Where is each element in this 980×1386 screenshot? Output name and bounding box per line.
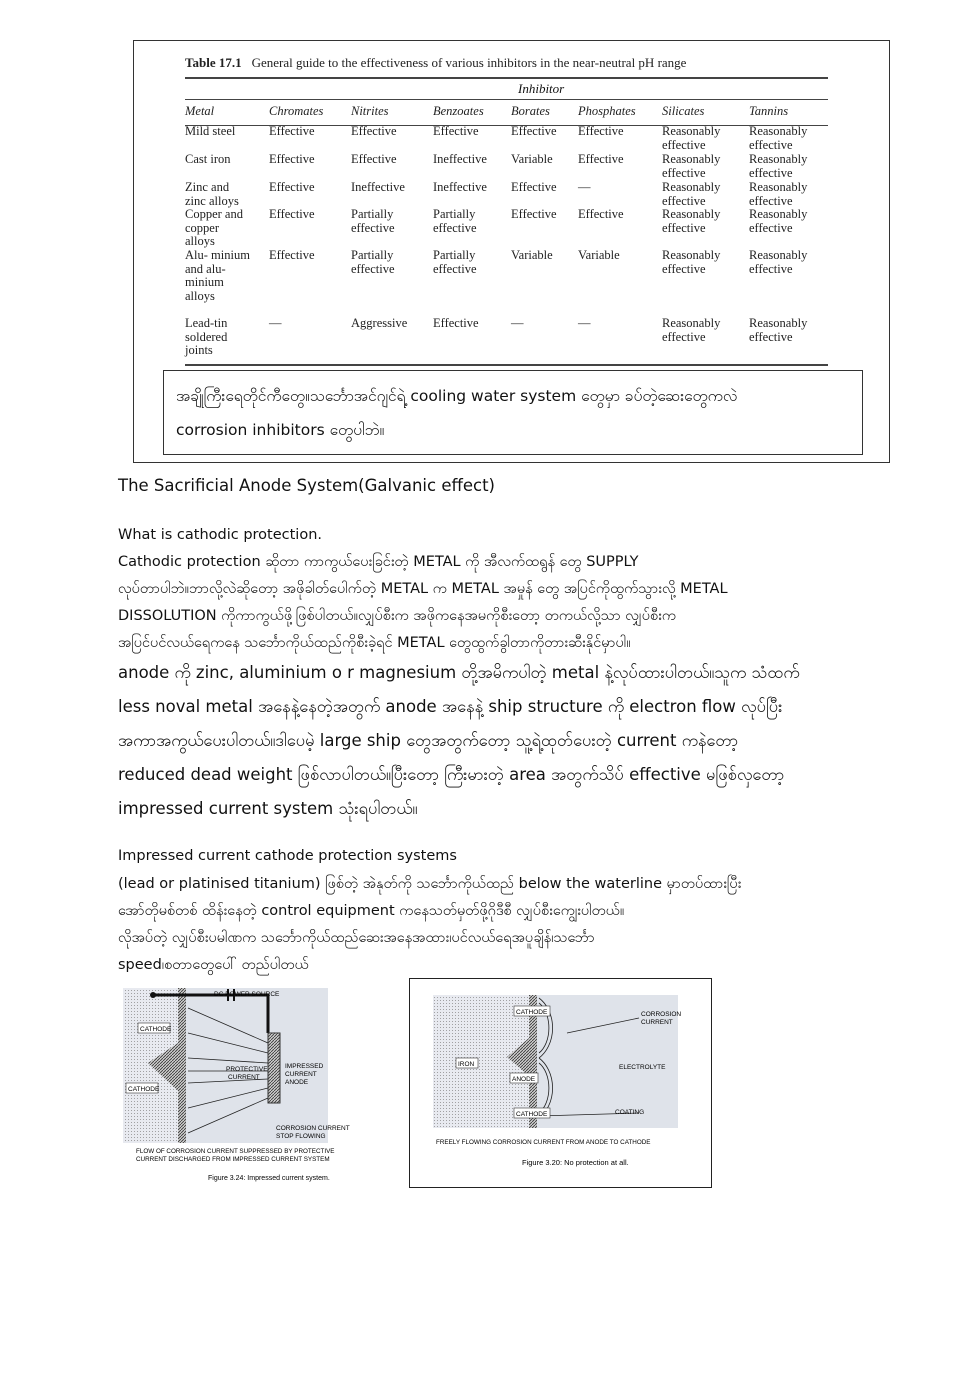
table-cell: Reasonably effective [749, 124, 808, 152]
table-cell: Mild steel [185, 124, 236, 138]
paragraph-line: less noval metal အနေနဲ့နေတဲ့အတွက် anode အနေနဲ့ ship structure ကို electron flow လုပ်ပြီး [118, 697, 783, 716]
table-cell: Effective [269, 207, 315, 222]
table-cell: Reasonably effective [749, 180, 808, 208]
table-row [185, 181, 829, 208]
label-impressed-anode: ANODE [285, 1079, 309, 1086]
table-cell: Alu- minium and alu- minium alloys [185, 247, 250, 303]
column-header: Silicates [662, 104, 705, 119]
note-line: corrosion inhibitors တွေပါဘဲ။ [176, 421, 385, 439]
table-cell: Ineffective [351, 180, 405, 194]
label-cathode: CATHODE [128, 1086, 160, 1093]
table-cell: Zinc and zinc alloys [185, 180, 239, 208]
table-cell: — [578, 315, 591, 330]
no-protection-diagram [409, 978, 712, 1188]
table-cell: Effective [351, 152, 397, 166]
table-cell: Partially effective [351, 247, 395, 276]
table-cell: Variable [511, 247, 553, 262]
table-cell: Reasonably effective [749, 207, 808, 235]
paragraph-line: speed၊စတာတွေပေါ် တည်ပါတယ် [118, 957, 309, 973]
paragraph-line: လုပ်တာပါဘဲ။ဘာလို့လဲဆိုတော့ အဖိုခါတ်ပေါက်တဲ့ METAL က METAL အမှုန် တွေ အပြင်ကိုထွက်သွားလို့ METAL [118, 581, 728, 597]
divider [185, 364, 828, 366]
table-cell: Effective [269, 180, 315, 194]
column-header: Chromates [269, 104, 324, 119]
table-cell: Aggressive [351, 315, 408, 330]
note-box [163, 370, 863, 455]
section-title: Impressed current cathode protection systems [118, 848, 457, 864]
label-cathode: CATHODE [516, 1009, 548, 1016]
table-cell: — [269, 315, 282, 330]
table-cell: Copper and copper alloys [185, 207, 243, 249]
figure-caption: Figure 3.24: Impressed current system. [208, 1175, 330, 1182]
table-cell: Effective [511, 207, 557, 222]
divider [185, 99, 828, 100]
paragraph-line: (lead or platinised titanium) ဖြစ်တဲ့ အဲနုတ်ကို သင်္ဘောကိုယ်ထည် below the waterline မှာတပ်ထားပြီး [118, 876, 742, 892]
label-protective: PROTECTIVE [226, 1066, 268, 1073]
table-cell: Variable [511, 152, 553, 166]
table-cell: Effective [269, 152, 315, 166]
table-cell: Reasonably effective [662, 315, 721, 344]
paragraph-line: reduced dead weight ဖြစ်လာပါတယ်။ပြီးတော့ ကြီးမားတဲ့ area အတွက်သိပ် effective မဖြစ်လှတော့ [118, 765, 785, 784]
table-row [185, 153, 829, 181]
table-cell: Effective [578, 207, 624, 222]
group-header: Inhibitor [518, 81, 565, 96]
table-cell: Effective [578, 152, 624, 166]
inhibitor-table [185, 105, 829, 358]
note-line: အချိုကြီးရေတိုင်ကီတွေ။သင်္ဘောအင်ဂျင်ရဲ့ cooling water system တွေမှာ ခပ်တဲ့ဆေးတွေကလဲ [176, 387, 738, 405]
table-number: Table 17.1 [185, 55, 242, 70]
label-current: CURRENT [228, 1074, 260, 1081]
section-title: What is cathodic protection. [118, 527, 322, 543]
table-cell: Reasonably effective [662, 152, 721, 180]
table-cell: Effective [578, 124, 624, 138]
table-title [185, 55, 686, 71]
divider [185, 77, 828, 79]
table-cell: Effective [511, 124, 557, 138]
diagram-caption: FREELY FLOWING CORROSION CURRENT FROM ANODE TO CATHODE [436, 1139, 651, 1146]
table-cell: Reasonably effective [662, 247, 721, 276]
column-header: Nitrites [351, 104, 389, 119]
paragraph-line: လိုအပ်တဲ့ လျှပ်စီးပမါဏက သင်္ဘောကိုယ်ထည်ဆေးအနေအထား၊ပင်လယ်ရေအပူချိန်၊သင်္ဘော [118, 930, 595, 946]
label-anode: ANODE [512, 1076, 536, 1083]
table-cell: Reasonably effective [662, 124, 721, 152]
table-cell: Ineffective [433, 180, 487, 194]
table-row [185, 249, 829, 317]
column-header: Phosphates [578, 104, 636, 119]
column-header: Borates [511, 104, 550, 119]
label-dc-power: DC POWER SOURCE [214, 991, 280, 998]
table-row [185, 317, 829, 358]
paragraph-line: anode ကို zinc, aluminium o r magnesium တို့အမိကပါတဲ့ metal နဲ့လုပ်ထားပါတယ်။သူက သံထက် [118, 663, 800, 682]
table-cell: Reasonably effective [662, 207, 721, 235]
label-impressed: IMPRESSED [285, 1063, 324, 1070]
label-stop-flowing: STOP FLOWING [276, 1133, 326, 1140]
paragraph-line: Cathodic protection ဆိုတာ ကာကွယ်ပေးခြင်းတဲ့ METAL ကို အီလက်ထရွန် တွေ SUPPLY [118, 554, 639, 570]
section-heading: The Sacrificial Anode System(Galvanic effect) [118, 476, 495, 495]
table-cell: Effective [433, 124, 479, 138]
column-header: Metal [185, 104, 215, 119]
impressed-current-diagram [118, 983, 374, 1189]
label-corrosion-current: CORROSION CURRENT [276, 1125, 350, 1132]
figure-caption: Figure 3.20: No protection at all. [522, 1158, 629, 1167]
table-cell: Partially effective [351, 207, 395, 235]
diagram-caption: CURRENT DISCHARGED FROM IMPRESSED CURRENT SYSTEM [136, 1156, 330, 1163]
table-cell: Partially effective [433, 247, 477, 276]
table-cell: Effective [433, 315, 479, 330]
table-row [185, 208, 829, 249]
table-cell: Reasonably effective [749, 152, 808, 180]
column-header: Benzoates [433, 104, 484, 119]
table-cell: Ineffective [433, 152, 487, 166]
table-cell: Effective [511, 180, 557, 194]
label-impressed-current: CURRENT [285, 1071, 317, 1078]
table-cell: — [578, 180, 591, 194]
table-cell: Lead-tin soldered joints [185, 315, 228, 358]
table-cell: — [511, 315, 524, 330]
table-cell: Reasonably effective [749, 315, 808, 344]
paragraph-line: အော်တိုမစ်တစ် ထိန်းနေတဲ့ control equipment ကနေသတ်မှတ်ဖို့ဂိုဒီစီ လျှပ်စီးကျွေးပါတယ်။ [118, 903, 625, 919]
label-current: CURRENT [641, 1019, 673, 1026]
label-electrolyte: ELECTROLYTE [619, 1064, 666, 1071]
table-cell: Variable [578, 247, 620, 262]
paragraph-line: DISSOLUTION ကိုကာကွယ်ဖို့ဖြစ်ပါတယ်။လျှပ်စီးက အဖိုကနေအမကိုစီးတော့ တကယ်လို့သာ လျှပ်စီးက [118, 608, 677, 624]
table-caption: General guide to the effectiveness of various inhibitors in the near-neutral pH range [251, 55, 687, 70]
column-header: Tannins [749, 104, 789, 119]
label-cathode: CATHODE [516, 1111, 548, 1118]
table-cell: Partially effective [433, 207, 477, 235]
table-cell: Effective [269, 124, 315, 138]
label-iron: IRON [458, 1061, 475, 1068]
coating [178, 988, 186, 1143]
table-cell: Reasonably effective [662, 180, 721, 208]
paragraph-line: အကာအကွယ်ပေးပါတယ်။ဒါပေမဲ့ large ship တွေအတွက်တော့ သူ့ရဲ့ထုတ်ပေးတဲ့ current ကနဲတော့ [118, 731, 739, 750]
diagram-caption: FLOW OF CORROSION CURRENT SUPPRESSED BY PROTECTIVE [136, 1148, 335, 1155]
table-cell: Effective [269, 247, 315, 262]
table-row [185, 125, 829, 153]
table-cell: Reasonably effective [749, 247, 808, 276]
label-cathode: CATHODE [140, 1026, 172, 1033]
table-cell: Effective [351, 124, 397, 138]
label-corrosion: CORROSION [641, 1011, 682, 1018]
impressed-anode [268, 1033, 280, 1103]
table-cell: Cast iron [185, 152, 231, 166]
paragraph-line: impressed current system သုံးရပါတယ်။ [118, 799, 418, 818]
paragraph-line: အပြင်ပင်လယ်ရေကနေ သင်္ဘောကိုယ်ထည်ကိုစီးခဲ့ရင် METAL တွေထွက်ခွါတာကိုတားဆီးနိုင်မှာပါ။ [118, 635, 631, 651]
label-coating: COATING [615, 1109, 645, 1116]
